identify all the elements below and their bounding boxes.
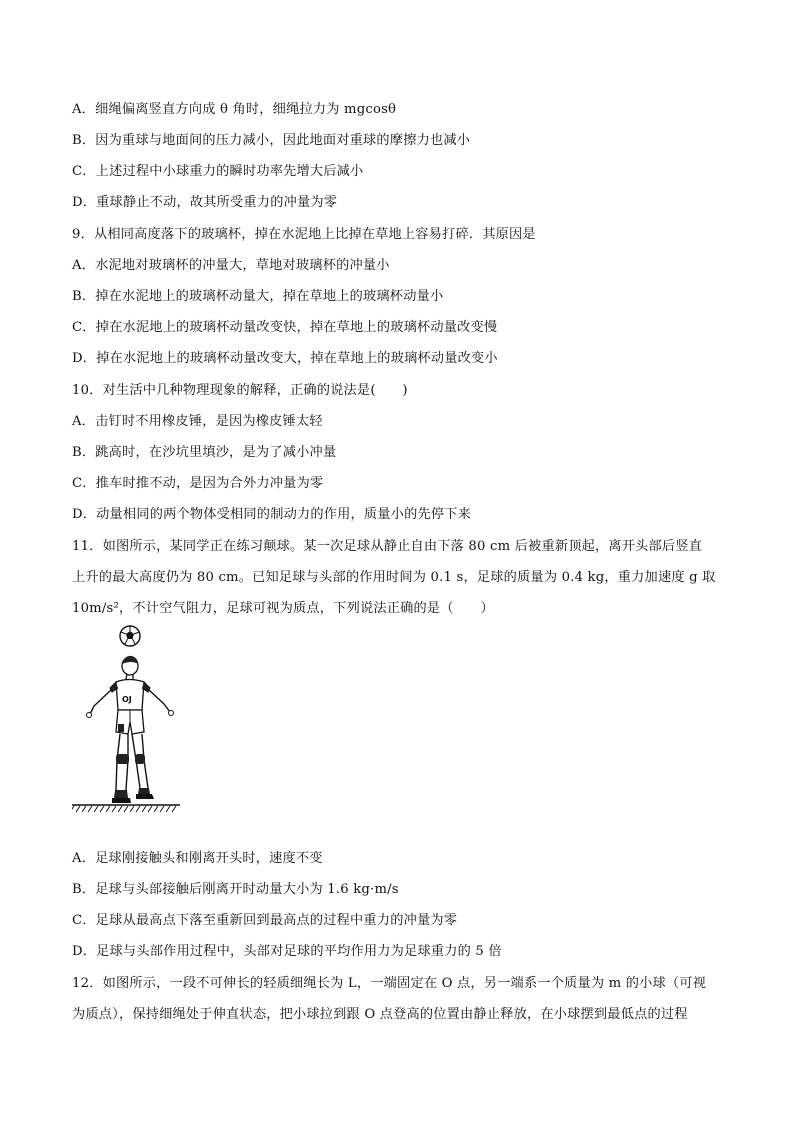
- q10-stem: 10．对生活中几种物理现象的解释，正确的说法是( ): [72, 383, 408, 398]
- q11-option-c: C．足球从最高点下落至重新回到最高点的过程中重力的冲量为零: [72, 913, 458, 928]
- player-figure: [87, 656, 174, 803]
- q11-option-b: B．足球与头部接触后刚离开时动量大小为 1.6 kg·m/s: [72, 882, 399, 897]
- q11-stem-line-2: 上升的最大高度仍为 80 cm。已知足球与头部的作用时间为 0.1 s，足球的质量为 0.4 kg，重力加速度 g 取: [72, 570, 716, 585]
- q9-option-c: C．掉在水泥地上的玻璃杯动量改变快，掉在草地上的玻璃杯动量改变慢: [72, 320, 498, 335]
- q10-option-b: B．跳高时，在沙坑里填沙，是为了减小冲量: [72, 445, 337, 460]
- q12-stem-line-1: 12．如图所示，一段不可伸长的轻质细绳长为 L，一端固定在 O 点，另一端系一个质量为 m 的小球（可视: [72, 976, 707, 991]
- q9-option-d: D．掉在水泥地上的玻璃杯动量改变大，掉在草地上的玻璃杯动量改变小: [72, 351, 498, 366]
- soccer-ball-icon: [120, 626, 140, 646]
- q8-option-b: B．因为重球与地面间的压力减小，因此地面对重球的摩擦力也减小: [72, 133, 471, 148]
- q10-option-d: D．动量相同的两个物体受相同的制动力的作用，质量小的先停下来: [72, 507, 472, 522]
- q10-option-c: C．推车时推不动，是因为合外力冲量为零: [72, 476, 324, 491]
- q9-option-b: B．掉在水泥地上的玻璃杯动量大，掉在草地上的玻璃杯动量小: [72, 289, 444, 304]
- q12-stem-line-2: 为质点），保持细绳处于伸直状态，把小球拉到跟 O 点登高的位置由静止释放，在小球摆到最低点的过程: [72, 1007, 688, 1022]
- q9-option-a: A．水泥地对玻璃杯的冲量大，草地对玻璃杯的冲量小: [72, 258, 390, 273]
- q8-option-c: C．上述过程中小球重力的瞬时功率先增大后减小: [72, 164, 364, 179]
- q10-option-a: A．击钉时不用橡皮锤，是因为橡皮锤太轻: [72, 414, 323, 429]
- q11-option-d: D．足球与头部作用过程中，头部对足球的平均作用力为足球重力的 5 倍: [72, 944, 502, 959]
- svg-text:OJ: OJ: [122, 695, 132, 704]
- soccer-heading-figure: [72, 622, 192, 818]
- q8-option-d: D．重球静止不动，故其所受重力的冲量为零: [72, 195, 338, 210]
- q8-option-a: A．细绳偏离竖直方向成 θ 角时，细绳拉力为 mgcosθ: [72, 102, 397, 117]
- ground-line: [72, 805, 180, 812]
- q11-option-a: A．足球刚接触头和刚离开头时，速度不变: [72, 851, 323, 866]
- q11-stem-line-3: 10m/s²，不计空气阻力，足球可视为质点，下列说法正确的是（ ）: [72, 601, 494, 616]
- q11-stem-line-1: 11．如图所示，某同学正在练习颠球。某一次足球从静止自由下落 80 cm 后被重新顶起，离开头部后竖直: [72, 539, 703, 554]
- q9-stem: 9．从相同高度落下的玻璃杯，掉在水泥地上比掉在草地上容易打碎．其原因是: [72, 227, 536, 242]
